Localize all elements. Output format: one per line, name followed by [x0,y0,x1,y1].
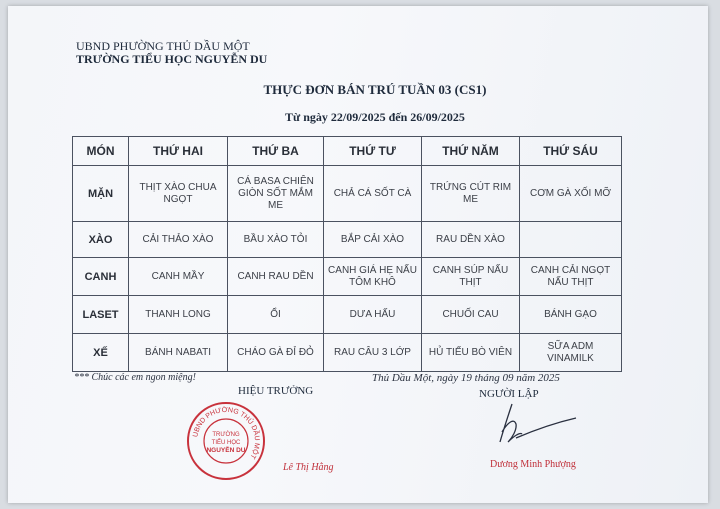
column-header: THỨ SÁU [520,137,622,166]
org-line-1: UBND PHƯỜNG THỦ DẦU MỘT [76,39,250,53]
menu-cell: CHÁO GÀ ĐỈ ĐỎ [228,334,324,372]
row-dish-label: MẶN [73,166,129,222]
column-header: THỨ HAI [129,137,228,166]
school-seal-icon [186,401,266,481]
row-dish-label: CANH [73,258,129,296]
column-header: MÓN [73,137,129,166]
row-dish-label: LASET [73,296,129,334]
menu-cell: BÁNH NABATI [129,334,228,372]
creator-signature-name: Dương Minh Phượng [490,459,576,470]
menu-cell: BÁNH GẠO [520,296,622,334]
footer-note: *** Chúc các em ngon miệng! [74,372,196,383]
menu-cell: THANH LONG [129,296,228,334]
signature-scribble-icon [490,398,580,448]
column-header: THỨ NĂM [422,137,520,166]
menu-cell: CHẢ CÁ SỐT CÀ [324,166,422,222]
menu-cell: CANH SÚP NẤU THỊT [422,258,520,296]
table-header-row [73,137,622,166]
document-title: THỰC ĐƠN BÁN TRÚ TUẦN 03 (CS1) [263,82,487,97]
seal-center-text: TIỂU HỌC [211,440,241,446]
menu-cell: CANH GIÁ HẸ NẤU TÔM KHÔ [324,258,422,296]
menu-cell: DƯA HẤU [324,296,422,334]
menu-table [72,136,622,372]
table-row [73,166,622,222]
principal-label: HIỆU TRƯỞNG [238,385,314,397]
row-dish-label: XẾ [73,334,129,372]
menu-cell: ỔI [228,296,324,334]
table-row [73,258,622,296]
seal-ring-text: UBND PHƯỜNG THỦ DẦU MỘT [192,406,261,460]
menu-cell [520,222,622,258]
menu-cell: CANH CẢI NGỌT NẤU THỊT [520,258,622,296]
creator-label: NGƯỜI LẬP [479,388,539,400]
column-header: THỨ BA [228,137,324,166]
menu-cell: CANH RAU DỀN [228,258,324,296]
menu-cell: CẢI THẢO XÀO [129,222,228,258]
seal-center-text: NGUYỄN DU [206,447,246,454]
menu-cell: CANH MẦY [129,258,228,296]
table-row [73,296,622,334]
principal-signature-name: Lê Thị Hằng [283,462,334,473]
menu-cell: CÁ BASA CHIÊN GIÒN SỐT MẮM ME [228,166,324,222]
menu-cell: BẮP CẢI XÀO [324,222,422,258]
column-header: THỨ TƯ [324,137,422,166]
menu-cell: SỮA ADM VINAMILK [520,334,622,372]
table-row [73,334,622,372]
menu-cell: RAU DỀN XÀO [422,222,520,258]
place-date: Thủ Dầu Một, ngày 19 tháng 09 năm 2025 [372,372,560,384]
org-line-2: TRƯỜNG TIỂU HỌC NGUYỄN DU [76,52,268,66]
menu-cell: THỊT XÀO CHUA NGỌT [129,166,228,222]
table-row [73,222,622,258]
row-dish-label: XÀO [73,222,129,258]
date-range: Từ ngày 22/09/2025 đến 26/09/2025 [285,110,465,124]
menu-cell: TRỨNG CÚT RIM ME [422,166,520,222]
menu-cell: RAU CÂU 3 LỚP [324,334,422,372]
menu-cell: CHUỐI CAU [422,296,520,334]
menu-cell: CƠM GÀ XỐI MỠ [520,166,622,222]
menu-cell: HỦ TIẾU BÒ VIÊN [422,334,520,372]
seal-center-text: TRƯỜNG [212,432,240,438]
menu-cell: BẦU XÀO TỎI [228,222,324,258]
